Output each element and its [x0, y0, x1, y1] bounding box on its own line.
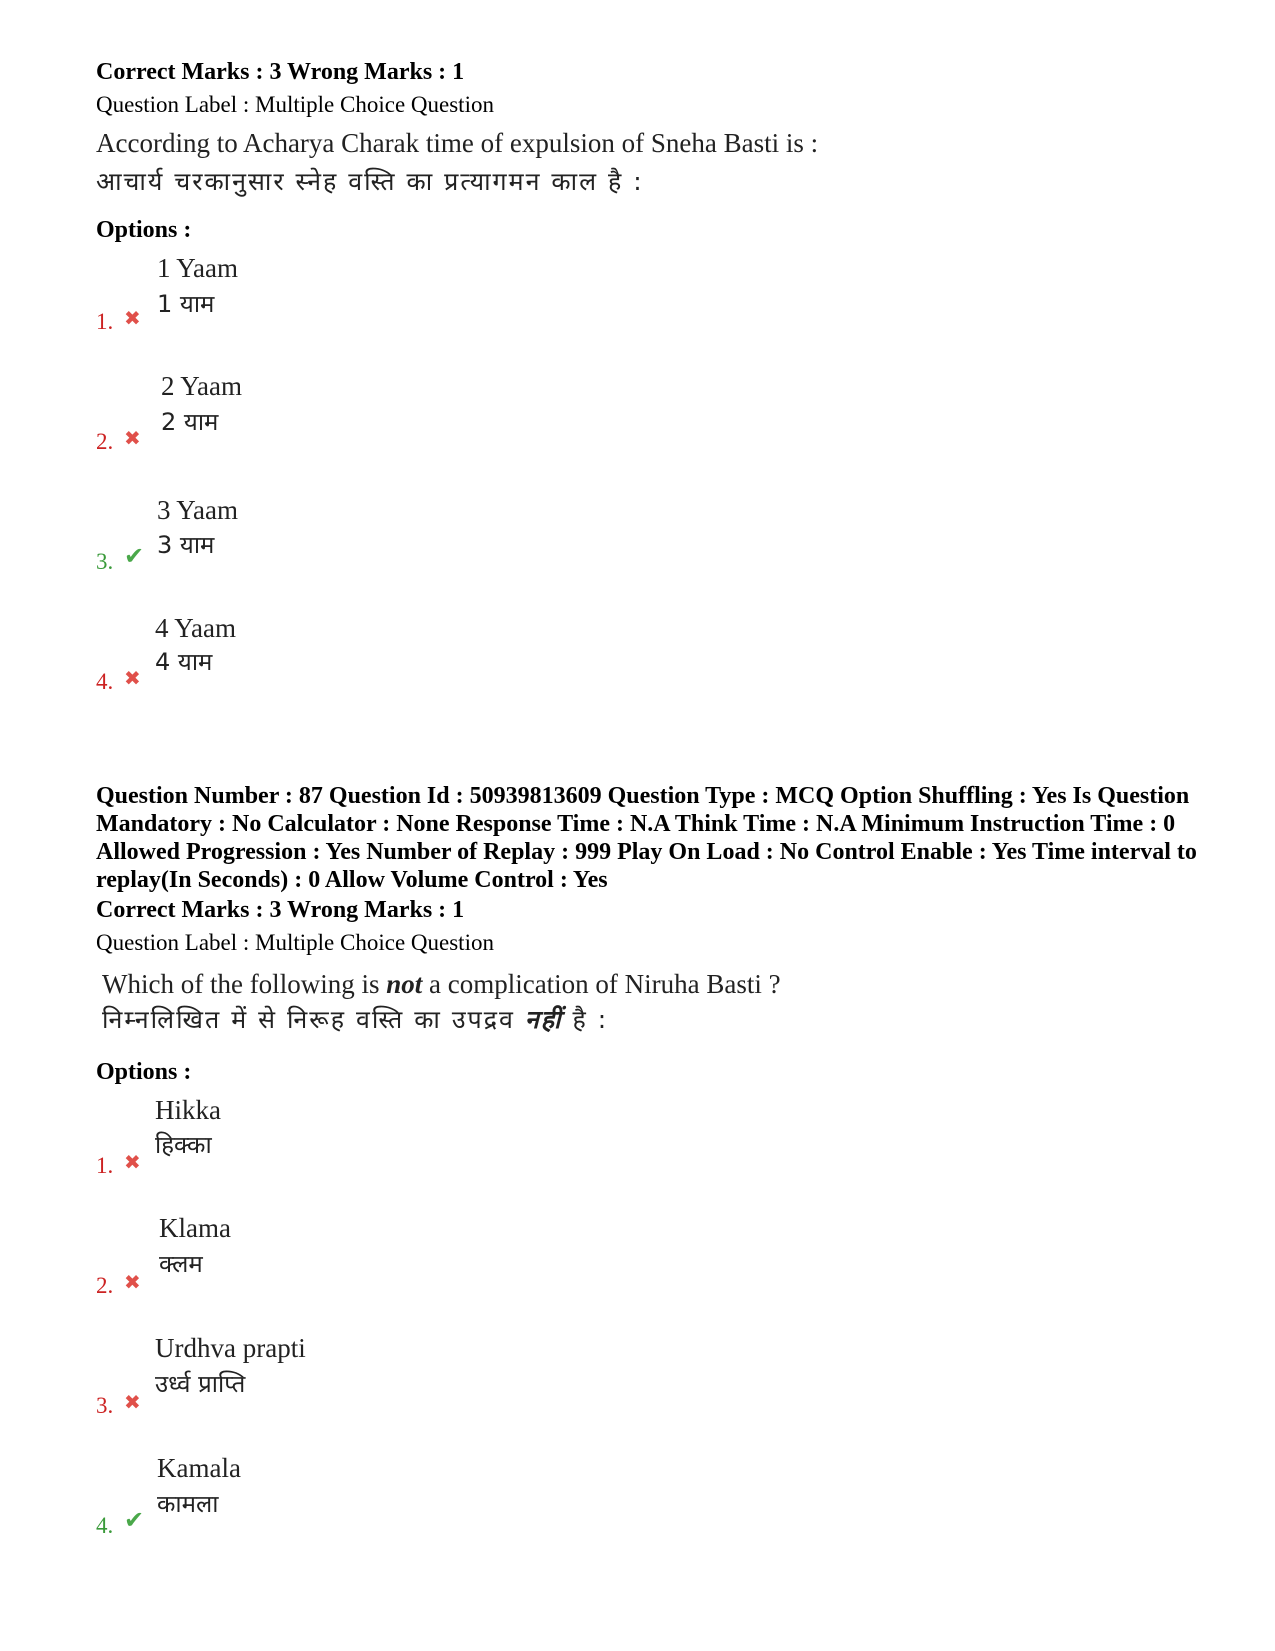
- q2-question-hi-emph: नहीं: [524, 1005, 563, 1034]
- q1-options-heading: Options :: [96, 217, 192, 243]
- q2-label: Question Label : Multiple Choice Question: [96, 930, 494, 955]
- q2-question-en: [102, 968, 781, 1000]
- q2-question-en-emph: not: [386, 969, 423, 999]
- q2-option-2-number: 2.: [96, 1273, 114, 1298]
- q2-option-3-number: 3.: [96, 1393, 114, 1418]
- q2-question-hi-pre: निम्नलिखित में से निरूह वस्ति का उपद्रव: [102, 1005, 525, 1034]
- cross-icon: ✖: [124, 1390, 141, 1414]
- q2-option-3-en: Urdhva prapti: [155, 1333, 306, 1363]
- q2-meta: Question Number : 87 Question Id : 50939813609 Question Type : MCQ Option Shuffling : Yes Is Question Mandatory : No Calculator : None Response Time : N.A Think Time : N.A Minimum Instruction Time : 0 Allowed Progression : Yes Number of Replay : 999 Play On Load : No Control Enable : Yes Time interval to replay(In Seconds) : 0 Allow Volume Control : Yes: [96, 783, 1197, 893]
- cross-icon: ✖: [124, 1150, 141, 1174]
- q2-option-2-hi: क्लम: [159, 1250, 203, 1278]
- cross-icon: ✖: [124, 666, 141, 690]
- q2-question-hi-post: है :: [562, 1005, 609, 1034]
- q2-question-en-pre: Which of the following is: [102, 969, 387, 999]
- check-icon: ✔: [124, 542, 145, 570]
- q2-option-4-en: Kamala: [157, 1453, 241, 1483]
- q2-option-1-hi: हिक्का: [155, 1131, 212, 1159]
- q1-option-1-number: 1.: [96, 309, 114, 334]
- q1-option-4-en: 4 Yaam: [155, 613, 237, 643]
- q1-option-4-number: 4.: [96, 669, 114, 694]
- q2-option-1-number: 1.: [96, 1153, 114, 1178]
- q1-option-3-hi: 3 याम: [157, 531, 215, 559]
- q1-label: Question Label : Multiple Choice Question: [96, 92, 494, 117]
- q1-option-2-number: 2.: [96, 429, 114, 454]
- q2-option-4-number: 4.: [96, 1513, 114, 1538]
- q1-option-3-en: 3 Yaam: [157, 495, 239, 525]
- q1-option-2-hi: 2 याम: [161, 408, 219, 436]
- q2-marks: Correct Marks : 3 Wrong Marks : 1: [96, 897, 465, 923]
- q1-option-2-en: 2 Yaam: [161, 371, 243, 401]
- q2-option-4-hi: कामला: [157, 1490, 219, 1518]
- q2-option-3-hi: उर्ध्व प्राप्ति: [155, 1370, 246, 1398]
- q1-option-1-en: 1 Yaam: [157, 253, 239, 283]
- cross-icon: ✖: [124, 1270, 141, 1294]
- q2-option-1-en: Hikka: [155, 1095, 221, 1125]
- q1-option-3-number: 3.: [96, 549, 114, 574]
- q1-marks: Correct Marks : 3 Wrong Marks : 1: [96, 59, 465, 85]
- q2-question-hi: [102, 1003, 608, 1037]
- q1-option-4-hi: 4 याम: [155, 648, 213, 676]
- q1-question-hi: आचार्य चरकानुसार स्नेह वस्ति का प्रत्यागमन काल है :: [96, 167, 644, 196]
- q2-option-2-en: Klama: [159, 1213, 231, 1243]
- cross-icon: ✖: [124, 426, 141, 450]
- q2-question-en-post: a complication of Niruha Basti ?: [422, 969, 781, 999]
- cross-icon: ✖: [124, 306, 141, 330]
- check-icon: ✔: [124, 1506, 145, 1534]
- q1-option-1-hi: 1 याम: [157, 290, 215, 318]
- q1-question-en: According to Acharya Charak time of expulsion of Sneha Basti is :: [96, 128, 819, 158]
- q2-options-heading: Options :: [96, 1059, 192, 1085]
